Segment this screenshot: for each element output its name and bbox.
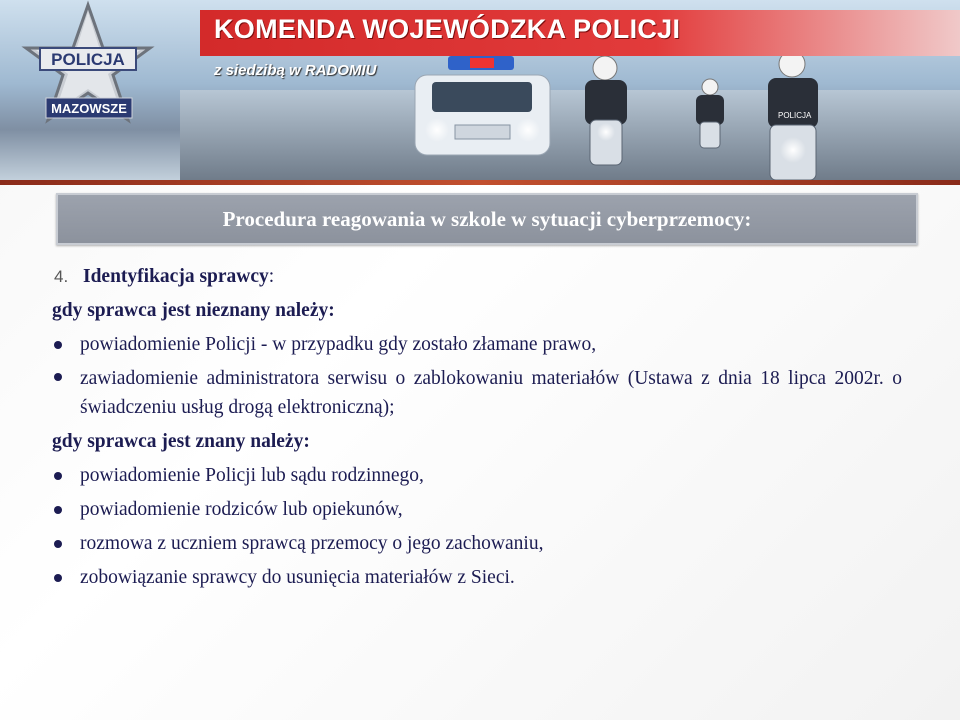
banner-divider bbox=[0, 180, 960, 185]
bullet-icon bbox=[54, 540, 62, 548]
banner-subtitle: z siedzibą w RADOMIU bbox=[214, 62, 377, 79]
section-number: 4. bbox=[54, 267, 69, 286]
list-item: rozmowa z uczniem sprawcą przemocy o jego zachowaniu, bbox=[52, 527, 902, 561]
section-title-line bbox=[52, 260, 902, 294]
slide-heading: Procedura reagowania w szkole w sytuacji cyberprzemocy: bbox=[222, 206, 752, 231]
bullet-icon bbox=[54, 472, 62, 480]
section-title: Identyfikacja sprawcy: bbox=[83, 266, 275, 287]
list-item: zawiadomienie administratora serwisu o zablokowaniu materiałów (Ustawa z dnia 18 lipca 2002r. o świadczeniu usług drogą elektroniczną); bbox=[52, 362, 902, 425]
bullet-icon bbox=[54, 341, 62, 349]
list-item: powiadomienie Policji lub sądu rodzinnego, bbox=[52, 459, 902, 493]
bullet-icon bbox=[54, 506, 62, 514]
slide-heading-box bbox=[56, 193, 918, 245]
list-item: powiadomienie rodziców lub opiekunów, bbox=[52, 493, 902, 527]
list-item: zobowiązanie sprawcy do usunięcia materiałów z Sieci. bbox=[52, 561, 902, 595]
header-banner bbox=[0, 0, 960, 185]
bullet-icon bbox=[54, 574, 62, 582]
motorcycle-label: POLICJA bbox=[778, 111, 812, 120]
known-perpetrator-label: gdy sprawca jest znany należy: bbox=[52, 431, 310, 452]
police-car-graphic bbox=[415, 56, 550, 155]
list-item: powiadomienie Policji - w przypadku gdy zostało złamane prawo, bbox=[52, 328, 902, 362]
slide-content bbox=[52, 260, 902, 595]
badge-bottom-text: MAZOWSZE bbox=[51, 101, 127, 116]
bullet-icon bbox=[54, 373, 62, 381]
badge-top-text: POLICJA bbox=[51, 50, 125, 69]
police-badge-logo bbox=[26, 5, 150, 120]
unknown-perpetrator-label: gdy sprawca jest nieznany należy: bbox=[52, 300, 335, 321]
banner-title: KOMENDA WOJEWÓDZKA POLICJI bbox=[214, 14, 681, 44]
